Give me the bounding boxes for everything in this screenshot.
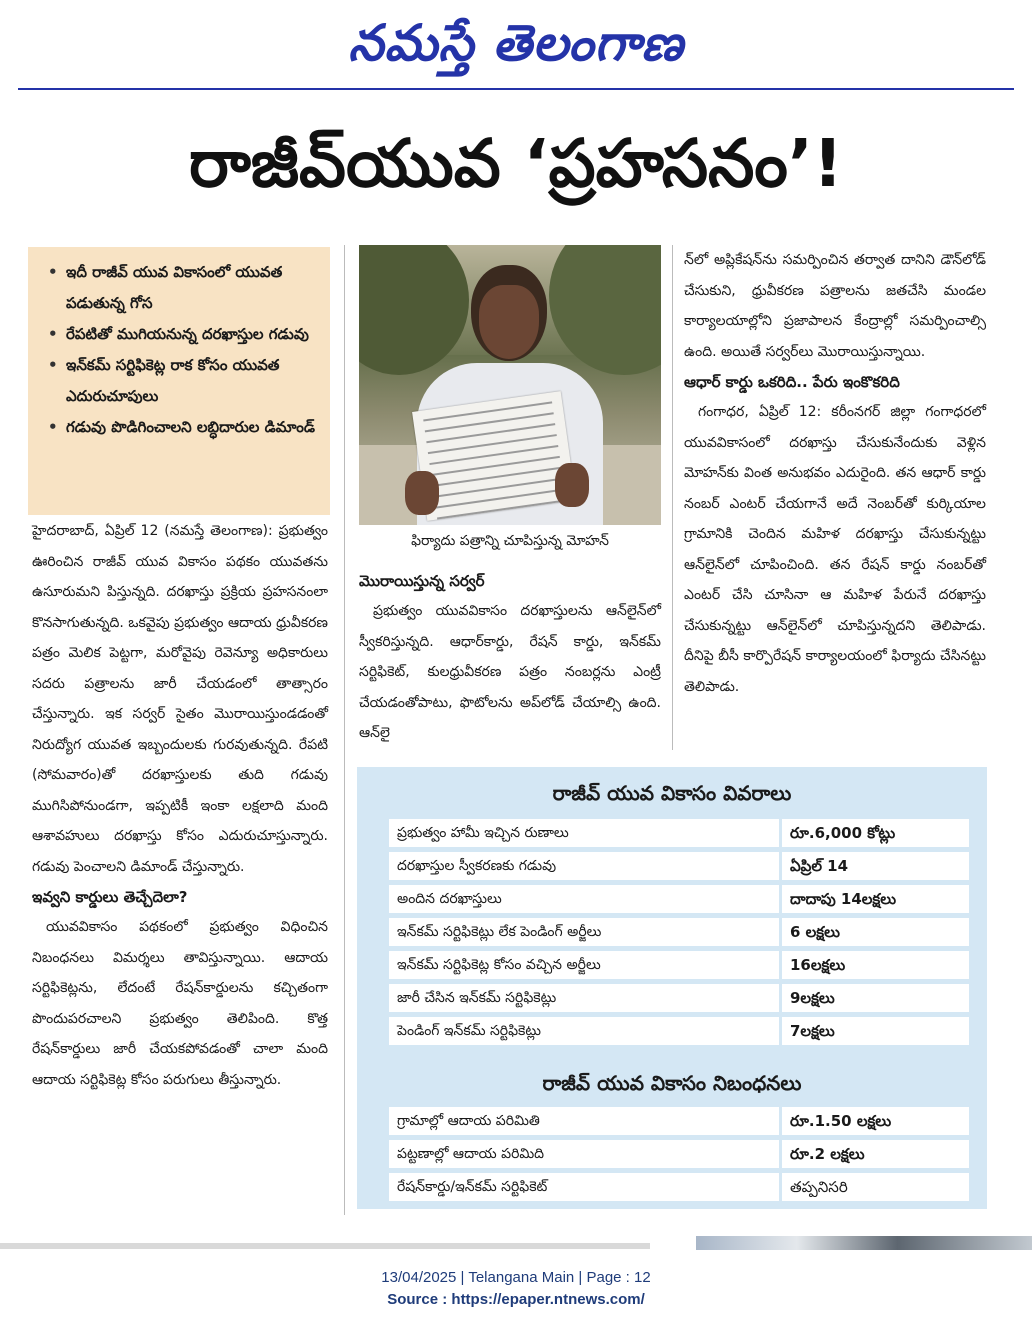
details-label: ఇన్‌కమ్ సర్టిఫికెట్లు లేక పెండింగ్ అర్జీలు <box>389 918 779 946</box>
info-box <box>357 767 987 1209</box>
rules-label: రేషన్‌కార్డు/ఇన్‌కమ్ సర్టిఫికెట్ <box>389 1173 779 1201</box>
column-divider <box>344 245 345 1215</box>
details-value: ఏప్రిల్ 14 <box>782 852 969 880</box>
bullet-icon: • <box>48 418 58 436</box>
bullet-icon: • <box>48 263 58 281</box>
details-row <box>389 918 969 948</box>
rules-value: రూ.1.50 లక్షలు <box>782 1107 969 1135</box>
highlight-item: • ఇదీ రాజీవ్ యువ వికాసంలో యువత పడుతున్న గోస <box>66 257 322 319</box>
article-column-1 <box>32 516 328 1095</box>
rules-row <box>389 1107 969 1137</box>
rules-value: రూ.2 లక్షలు <box>782 1140 969 1168</box>
column-divider <box>672 245 673 750</box>
details-title: రాజీవ్ యువ వికాసం వివరాలు <box>552 781 792 805</box>
page-edge-strip <box>0 1243 650 1249</box>
masthead-rule <box>18 88 1014 90</box>
highlight-item: • రేపటితో ముగియనున్న దరఖాస్తుల గడువు <box>66 319 322 350</box>
details-label: దరఖాస్తుల స్వీకరణకు గడువు <box>389 852 779 880</box>
subheading: ఇవ్వని కార్డులు తెచ్చేదెలా? <box>32 888 188 906</box>
details-value: 7లక్షలు <box>782 1017 969 1045</box>
article-column-2 <box>359 566 661 749</box>
details-value: 9లక్షలు <box>782 984 969 1012</box>
headline: రాజీవ్‌యువ ‘ప్రహసనం’! <box>188 125 844 202</box>
details-row <box>389 852 969 882</box>
details-row <box>389 819 969 849</box>
rules-value: తప్పనిసరి <box>782 1173 969 1201</box>
rules-row <box>389 1173 969 1203</box>
article-paragraph: ప్రభుత్వం యువవికాసం దరఖాస్తులను ఆన్‌లైన్‌లో స్వీకరిస్తున్నది. ఆధార్‌కార్డు, రేషన్ కార్డు, ఇన్‌కమ్ సర్టిఫికెట్, కులధ్రువీకరణ పత్రం నంబర్లను ఎంట్రీ చేయడంతోపాటు, ఫొటోలను అప్‌లోడ్ చేయాల్సి ఉంది. ఆన్‌లై <box>359 603 661 741</box>
photo-caption: ఫిర్యాదు పత్రాన్ని చూపిస్తున్న మోహన్ <box>411 533 609 549</box>
details-label: ప్రభుత్వం హామీ ఇచ్చిన రుణాలు <box>389 819 779 847</box>
rules-title: రాజీవ్ యువ వికాసం నిబంధనలు <box>542 1071 802 1095</box>
highlights-box <box>28 247 330 515</box>
details-label: పెండింగ్ ఇన్‌కమ్ సర్టిఫికెట్లు <box>389 1017 779 1045</box>
page-footer <box>0 1267 1032 1311</box>
details-label: జారీ చేసిన ఇన్‌కమ్ సర్టిఫికెట్లు <box>389 984 779 1012</box>
news-photo <box>359 245 661 525</box>
bullet-icon: • <box>48 325 58 343</box>
details-row <box>389 1017 969 1047</box>
details-row <box>389 984 969 1014</box>
details-value: 16లక్షలు <box>782 951 969 979</box>
article-paragraph: యువవికాసం పథకంలో ప్రభుత్వం విధించిన నిబంధనలు విమర్శలు తావిస్తున్నాయి. ఆదాయ సర్టిఫికెట్లను, లేదంటే రేషన్‌కార్డులను కచ్చితంగా పొందుపరచాలని ప్రభుత్వం తెలిపింది. కొత్త రేషన్‌కార్డులు జారీ చేయకపోవడంతో చాలా మంది ఆదాయ సర్టిఫికెట్ల కోసం పరుగులు తీస్తున్నారు. <box>32 919 328 1088</box>
article-column-3 <box>684 245 986 702</box>
subheading: మొరాయిస్తున్న సర్వర్ <box>359 572 485 590</box>
details-row <box>389 951 969 981</box>
masthead-logo: నమస్తే తెలంగాణ <box>348 14 684 72</box>
footer-edition-info: 13/04/2025 | Telangana Main | Page : 12 <box>381 1269 651 1286</box>
details-value: రూ.6,000 కోట్లు <box>782 819 969 847</box>
subheading: ఆధార్ కార్డు ఒకరిది.. పేరు ఇంకొకరిది <box>684 373 900 391</box>
details-value: 6 లక్షలు <box>782 918 969 946</box>
footer-source-link[interactable]: Source : https://epaper.ntnews.com/ <box>387 1291 645 1308</box>
rules-label: పట్టణాల్లో ఆదాయ పరిమిది <box>389 1140 779 1168</box>
article-paragraph: న్‌లో అప్లికేషన్‌ను సమర్పించిన తర్వాత దానిని డౌన్‌లోడ్ చేసుకుని, ధ్రువీకరణ పత్రాలను జతచేసి మండల కార్యాలయాల్లోని ప్రజాపాలన కేంద్రాల్లో సమర్పించాల్సి ఉంది. అయితే సర్వర్‌లు మొరాయిస్తున్నాయి. <box>684 252 986 360</box>
next-article-thumbnail <box>696 1236 1032 1250</box>
rules-label: గ్రామాల్లో ఆదాయ పరిమితి <box>389 1107 779 1135</box>
highlight-item: • గడువు పొడిగించాలని లబ్ధిదారుల డిమాండ్ <box>66 412 322 443</box>
details-label: ఇన్‌కమ్ సర్టిఫికెట్ల కోసం వచ్చిన అర్జీలు <box>389 951 779 979</box>
article-paragraph: గంగాధర, ఏప్రిల్ 12: కరీంనగర్ జిల్లా గంగాధరలో యువవికాసంలో దరఖాస్తు చేసుకునేందుకు వెళ్లిన మోహన్‌కు వింత అనుభవం ఎదురైంది. తన ఆధార్ కార్డు నంబర్ ఎంటర్ చేయగానే అదే నెంబర్‌తో కుర్కియాల గ్రామానికి చెందిన మహిళ దరఖాస్తు చేసుకున్నట్టు ఆన్‌లైన్‌లో చూపించింది. తన రేషన్ కార్డు నంబర్‌తో ఎంటర్ చేసి చూసినా ఆ మహిళ పేరునే దరఖాస్తు చేసుకున్నట్టు ఆన్‌లైన్‌లో చూపిస్తున్నదని తెలిపాడు. దీనిపై బీసీ కార్పొరేషన్ కార్యాలయంలో ఫిర్యాదు చేసినట్టు తెలిపాడు. <box>684 404 986 695</box>
details-row <box>389 885 969 915</box>
rules-row <box>389 1140 969 1170</box>
article-paragraph: హైదరాబాద్, ఏప్రిల్ 12 (నమస్తే తెలంగాణ): ప్రభుత్వం ఊరించిన రాజీవ్ యువ వికాసం పథకం యువతను ఉసూరుమని పిస్తున్నది. దరఖాస్తు ప్రక్రియ ప్రహసనంలా కొనసాగుతున్నది. ఒకవైపు ప్రభుత్వం ఆదాయ ధ్రువీకరణ పత్రం మెలిక పెట్టగా, మరోవైపు రెవెన్యూ అధికారులు సదరు పత్రాలను జారీ చేయడంలో తాత్సారం చేస్తున్నారు. ఇక సర్వర్ సైతం మొరాయిస్తుండడంతో నిరుద్యోగ యువత ఇబ్బందులకు గురవుతున్నది. రేపటి (సోమవారం)తో దరఖాస్తులకు తుది గడువు ముగిసిపోనుండగా, ఇప్పటికీ ఇంకా లక్షలాది మంది ఆశావహులు దరఖాస్తు కోసం ఎదురుచూస్తున్నారు. గడువు పెంచాలని డిమాండ్ చేస్తున్నారు. <box>32 523 328 875</box>
details-label: అందిన దరఖాస్తులు <box>389 885 779 913</box>
bullet-icon: • <box>48 356 58 374</box>
highlight-item: • ఇన్‌కమ్ సర్టిఫికెట్ల రాక కోసం యువత ఎదురుచూపులు <box>66 350 322 412</box>
details-value: దాదాపు 14లక్షలు <box>782 885 969 913</box>
